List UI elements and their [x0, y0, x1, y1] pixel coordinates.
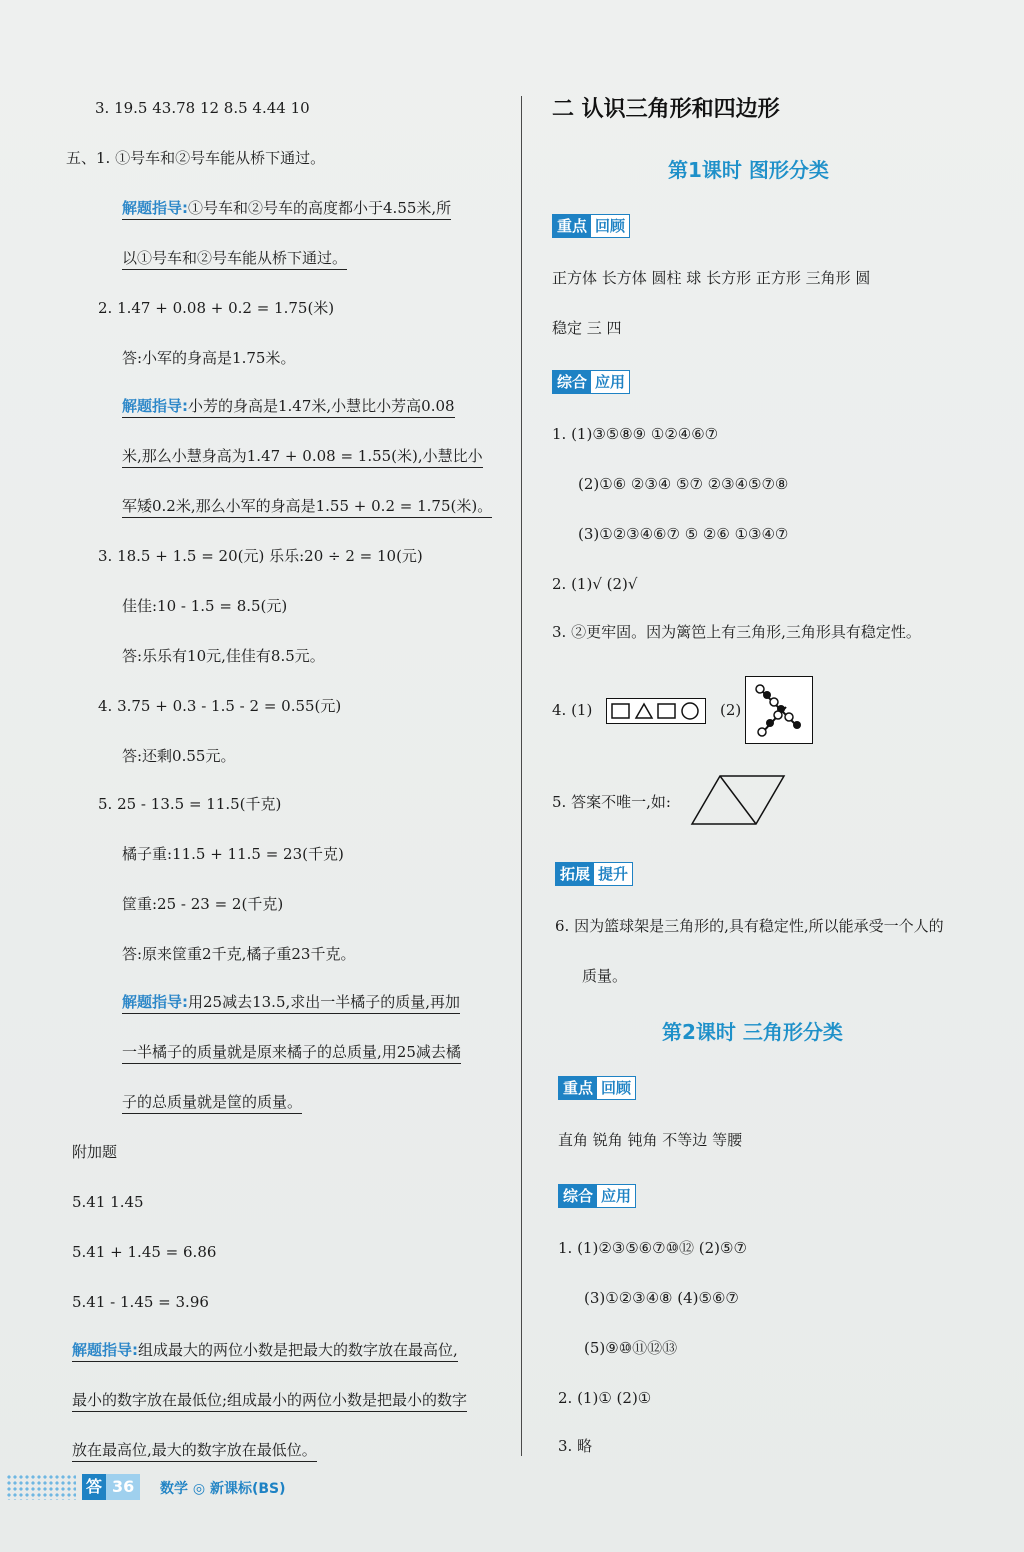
lesson-1-title: 第1课时 图形分类 — [668, 158, 829, 182]
page-badge — [82, 1474, 140, 1500]
apply-1: 1. (1)③⑤⑧⑨ ①②④⑥⑦ — [552, 425, 719, 443]
page-number: 36 — [106, 1474, 140, 1500]
answer-5-5-c: 筐重:25 - 23 = 2(千克) — [122, 895, 284, 913]
hint-3-cont-2: 子的总质量就是筐的质量。 — [122, 1092, 302, 1112]
answer-5-3: 3. 18.5 + 1.5 = 20(元) 乐乐:20 ÷ 2 = 10(元) — [98, 547, 423, 565]
hint-label: 解题指导: — [122, 199, 188, 217]
stick-triangle-figure — [745, 676, 813, 744]
bonus-line-1: 5.41 1.45 — [72, 1193, 144, 1211]
answer-5-4: 4. 3.75 + 0.3 - 1.5 - 2 = 0.55(元) — [98, 697, 342, 715]
answer-3: 3. 19.5 43.78 12 8.5 4.44 10 — [95, 99, 310, 117]
footer-subject: 数学 ◎ 新课标(BS) — [160, 1481, 286, 1497]
page-footer — [0, 1470, 520, 1504]
hint-1-cont: 以①号车和②号车能从桥下通过。 — [122, 248, 347, 268]
apply2-1: 1. (1)②③⑤⑥⑦⑩⑫ (2)⑤⑦ — [558, 1239, 747, 1257]
parallelogram-figure — [690, 774, 786, 826]
dot-pattern-decoration — [6, 1474, 76, 1500]
hint-4-cont-1: 最小的数字放在最低位;组成最小的两位小数是把最小的数字 — [72, 1390, 467, 1410]
hint-4-cont-2: 放在最高位,最大的数字放在最低位。 — [72, 1440, 317, 1460]
chapter-title: 二 认识三角形和四边形 — [552, 97, 780, 122]
apply2-1-b: (3)①②③④⑧ (4)⑤⑥⑦ — [584, 1289, 739, 1307]
column-divider — [521, 96, 522, 1456]
hint-1: 解题指导:①号车和②号车的高度都小于4.55米,所 — [122, 198, 451, 218]
tag-review-2: 重点 回顾 — [558, 1076, 636, 1100]
hint-3: 解题指导:用25减去13.5,求出一半橘子的质量,再加 — [122, 992, 460, 1012]
tag-apply: 综合 应用 — [552, 370, 630, 394]
answer-badge: 答 — [82, 1474, 106, 1500]
apply-3: 3. ②更牢固。因为篱笆上有三角形,三角形具有稳定性。 — [552, 623, 921, 641]
shapes-figure — [606, 698, 706, 724]
apply2-1-c: (5)⑨⑩⑪⑫⑬ — [584, 1339, 678, 1357]
tag-apply-2: 综合 应用 — [558, 1184, 636, 1208]
answer-5-5: 5. 25 - 13.5 = 11.5(千克) — [98, 795, 282, 813]
hint-2-cont-2: 军矮0.2米,那么小军的身高是1.55 + 0.2 = 1.75(米)。 — [122, 496, 492, 516]
extend-6-cont: 质量。 — [582, 967, 628, 985]
apply2-2: 2. (1)① (2)① — [558, 1389, 652, 1407]
hint-4: 解题指导:组成最大的两位小数是把最大的数字放在最高位, — [72, 1340, 458, 1360]
answer-5-2-reply: 答:小军的身高是1.75米。 — [122, 349, 296, 367]
answer-5-3-reply: 答:乐乐有10元,佳佳有8.5元。 — [122, 647, 325, 665]
extend-6: 6. 因为篮球架是三角形的,具有稳定性,所以能承受一个人的 — [555, 917, 944, 935]
hint-2-cont-1: 米,那么小慧身高为1.47 + 0.08 = 1.55(米),小慧比小 — [122, 446, 483, 466]
apply-2: 2. (1)√ (2)√ — [552, 575, 638, 593]
apply-4-label: 4. (1) — [552, 701, 593, 719]
answer-5-5-reply: 答:原来筐重2千克,橘子重23千克。 — [122, 945, 356, 963]
lesson-2-title: 第2课时 三角形分类 — [662, 1020, 843, 1044]
bonus-line-3: 5.41 - 1.45 = 3.96 — [72, 1293, 209, 1311]
apply-1-3: (3)①②③④⑥⑦ ⑤ ②⑥ ①③④⑦ — [578, 525, 789, 543]
answer-5-4-reply: 答:还剩0.55元。 — [122, 747, 236, 765]
bonus-line-2: 5.41 + 1.45 = 6.86 — [72, 1243, 217, 1261]
apply2-3: 3. 略 — [558, 1437, 593, 1455]
apply-1-2: (2)①⑥ ②③④ ⑤⑦ ②③④⑤⑦⑧ — [578, 475, 789, 493]
hint-3-cont-1: 一半橘子的质量就是原来橘子的总质量,用25减去橘 — [122, 1042, 461, 1062]
tag-extend: 拓展 提升 — [555, 862, 633, 886]
review-2-line: 直角 锐角 钝角 不等边 等腰 — [558, 1131, 743, 1149]
answer-5-2: 2. 1.47 + 0.08 + 0.2 = 1.75(米) — [98, 299, 335, 317]
apply-5: 5. 答案不唯一,如: — [552, 793, 671, 811]
tag-review: 重点 回顾 — [552, 214, 630, 238]
apply-4-label-2: (2) — [720, 701, 742, 719]
hint-2: 解题指导:小芳的身高是1.47米,小慧比小芳高0.08 — [122, 396, 455, 416]
answer-5-1: 五、1. ①号车和②号车能从桥下通过。 — [66, 149, 326, 167]
review-line-1: 正方体 长方体 圆柱 球 长方形 正方形 三角形 圆 — [552, 269, 871, 287]
review-line-2: 稳定 三 四 — [552, 319, 622, 337]
answer-5-5-b: 橘子重:11.5 + 11.5 = 23(千克) — [122, 845, 344, 863]
answer-5-3-b: 佳佳:10 - 1.5 = 8.5(元) — [122, 597, 288, 615]
bonus-title: 附加题 — [72, 1143, 118, 1161]
